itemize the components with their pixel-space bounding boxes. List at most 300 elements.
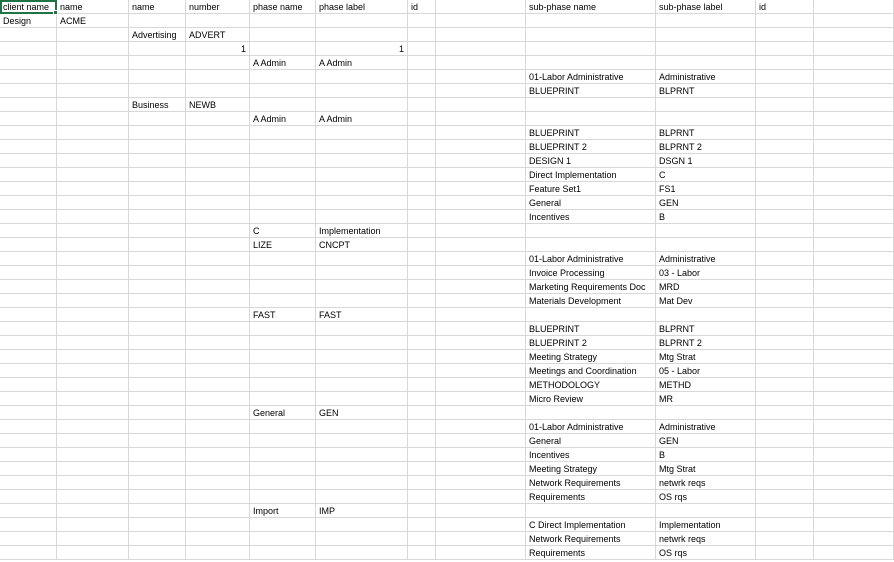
table-cell[interactable]: Meetings and Coordination	[526, 364, 656, 378]
table-cell[interactable]	[186, 252, 250, 266]
table-cell[interactable]	[129, 476, 186, 490]
table-cell[interactable]	[408, 98, 436, 112]
table-cell[interactable]: 01-Labor Administrative	[526, 420, 656, 434]
table-cell[interactable]	[250, 252, 316, 266]
table-cell[interactable]	[408, 406, 436, 420]
table-cell[interactable]	[756, 168, 814, 182]
table-cell[interactable]	[756, 126, 814, 140]
table-cell[interactable]	[814, 252, 894, 266]
table-cell[interactable]	[316, 70, 408, 84]
table-cell[interactable]: Meeting Strategy	[526, 462, 656, 476]
table-cell[interactable]	[756, 518, 814, 532]
table-cell[interactable]	[129, 210, 186, 224]
table-cell[interactable]	[408, 336, 436, 350]
table-cell[interactable]	[408, 70, 436, 84]
table-cell[interactable]	[814, 70, 894, 84]
table-cell[interactable]	[814, 182, 894, 196]
table-cell[interactable]	[436, 462, 526, 476]
column-header-cell[interactable]: sub-phase label	[656, 0, 756, 14]
table-cell[interactable]	[814, 476, 894, 490]
table-cell[interactable]: OS rqs	[656, 546, 756, 560]
table-cell[interactable]	[186, 14, 250, 28]
table-cell[interactable]	[186, 490, 250, 504]
table-cell[interactable]	[250, 518, 316, 532]
table-cell[interactable]: LIZE	[250, 238, 316, 252]
table-cell[interactable]	[57, 336, 129, 350]
table-cell[interactable]: FAST	[316, 308, 408, 322]
table-cell[interactable]	[316, 434, 408, 448]
table-cell[interactable]	[436, 42, 526, 56]
table-cell[interactable]	[250, 14, 316, 28]
table-cell[interactable]	[57, 546, 129, 560]
table-cell[interactable]	[0, 434, 57, 448]
table-cell[interactable]	[756, 448, 814, 462]
table-cell[interactable]: ACME	[57, 14, 129, 28]
column-header-cell[interactable]: client name	[0, 0, 57, 14]
table-cell[interactable]	[316, 392, 408, 406]
table-cell[interactable]	[436, 294, 526, 308]
table-cell[interactable]	[250, 70, 316, 84]
table-cell[interactable]	[436, 532, 526, 546]
table-cell[interactable]	[756, 28, 814, 42]
column-header-cell[interactable]	[814, 0, 894, 14]
table-cell[interactable]	[814, 42, 894, 56]
table-cell[interactable]	[814, 98, 894, 112]
table-cell[interactable]: netwrk reqs	[656, 532, 756, 546]
table-cell[interactable]	[756, 210, 814, 224]
table-cell[interactable]	[57, 126, 129, 140]
table-cell[interactable]	[756, 70, 814, 84]
table-cell[interactable]	[57, 294, 129, 308]
table-cell[interactable]	[57, 504, 129, 518]
table-cell[interactable]	[57, 196, 129, 210]
table-cell[interactable]	[250, 420, 316, 434]
table-cell[interactable]	[408, 28, 436, 42]
table-cell[interactable]	[57, 168, 129, 182]
table-cell[interactable]	[129, 406, 186, 420]
table-cell[interactable]	[814, 406, 894, 420]
table-cell[interactable]	[756, 154, 814, 168]
table-cell[interactable]: General	[526, 196, 656, 210]
table-cell[interactable]	[0, 462, 57, 476]
table-cell[interactable]	[0, 70, 57, 84]
table-cell[interactable]	[756, 14, 814, 28]
table-cell[interactable]	[186, 126, 250, 140]
table-cell[interactable]	[756, 504, 814, 518]
table-cell[interactable]	[0, 56, 57, 70]
table-cell[interactable]	[316, 140, 408, 154]
table-cell[interactable]	[57, 140, 129, 154]
table-cell[interactable]	[0, 350, 57, 364]
table-cell[interactable]	[436, 308, 526, 322]
table-cell[interactable]	[186, 140, 250, 154]
table-cell[interactable]	[57, 154, 129, 168]
table-cell[interactable]	[186, 112, 250, 126]
table-cell[interactable]	[57, 224, 129, 238]
table-cell[interactable]: Mat Dev	[656, 294, 756, 308]
table-cell[interactable]	[186, 378, 250, 392]
table-cell[interactable]	[408, 490, 436, 504]
table-cell[interactable]	[814, 392, 894, 406]
table-cell[interactable]	[408, 238, 436, 252]
table-cell[interactable]	[408, 476, 436, 490]
table-cell[interactable]	[526, 112, 656, 126]
table-cell[interactable]	[186, 448, 250, 462]
table-cell[interactable]	[250, 126, 316, 140]
table-cell[interactable]	[408, 42, 436, 56]
table-cell[interactable]	[186, 336, 250, 350]
table-cell[interactable]	[436, 168, 526, 182]
table-cell[interactable]: BLPRNT	[656, 84, 756, 98]
table-cell[interactable]	[436, 182, 526, 196]
table-cell[interactable]	[814, 294, 894, 308]
table-cell[interactable]: BLPRNT 2	[656, 140, 756, 154]
table-cell[interactable]: C Direct Implementation	[526, 518, 656, 532]
table-cell[interactable]	[814, 462, 894, 476]
table-cell[interactable]	[129, 42, 186, 56]
table-cell[interactable]	[756, 378, 814, 392]
table-cell[interactable]	[436, 98, 526, 112]
table-cell[interactable]: NEWB	[186, 98, 250, 112]
table-cell[interactable]	[316, 126, 408, 140]
table-cell[interactable]	[186, 406, 250, 420]
table-cell[interactable]: Network Requirements	[526, 476, 656, 490]
table-cell[interactable]	[436, 280, 526, 294]
table-cell[interactable]	[57, 392, 129, 406]
table-cell[interactable]	[250, 350, 316, 364]
table-cell[interactable]	[186, 308, 250, 322]
table-cell[interactable]: GEN	[656, 196, 756, 210]
table-cell[interactable]	[57, 56, 129, 70]
table-cell[interactable]	[814, 518, 894, 532]
table-cell[interactable]	[129, 392, 186, 406]
table-cell[interactable]	[814, 448, 894, 462]
table-cell[interactable]	[316, 476, 408, 490]
table-cell[interactable]	[756, 420, 814, 434]
column-header-cell[interactable]: sub-phase name	[526, 0, 656, 14]
table-cell[interactable]	[250, 532, 316, 546]
table-cell[interactable]	[526, 14, 656, 28]
table-cell[interactable]	[129, 182, 186, 196]
table-cell[interactable]	[316, 294, 408, 308]
table-cell[interactable]	[408, 420, 436, 434]
table-cell[interactable]	[436, 490, 526, 504]
table-cell[interactable]	[186, 154, 250, 168]
table-cell[interactable]	[0, 392, 57, 406]
table-cell[interactable]	[250, 280, 316, 294]
table-cell[interactable]: FAST	[250, 308, 316, 322]
table-cell[interactable]	[186, 238, 250, 252]
table-cell[interactable]: Mtg Strat	[656, 462, 756, 476]
table-cell[interactable]	[129, 504, 186, 518]
table-cell[interactable]	[814, 532, 894, 546]
table-cell[interactable]	[250, 84, 316, 98]
table-cell[interactable]	[436, 420, 526, 434]
table-cell[interactable]	[0, 336, 57, 350]
table-cell[interactable]	[129, 154, 186, 168]
table-cell[interactable]	[436, 126, 526, 140]
table-cell[interactable]	[250, 476, 316, 490]
table-cell[interactable]	[756, 84, 814, 98]
table-cell[interactable]	[408, 140, 436, 154]
table-cell[interactable]: MR	[656, 392, 756, 406]
table-cell[interactable]	[408, 84, 436, 98]
table-cell[interactable]	[0, 42, 57, 56]
table-cell[interactable]	[756, 364, 814, 378]
table-cell[interactable]	[526, 308, 656, 322]
table-cell[interactable]	[250, 182, 316, 196]
table-cell[interactable]: OS rqs	[656, 490, 756, 504]
table-cell[interactable]	[814, 378, 894, 392]
table-cell[interactable]	[0, 210, 57, 224]
table-cell[interactable]	[408, 56, 436, 70]
table-cell[interactable]	[186, 294, 250, 308]
table-cell[interactable]	[129, 70, 186, 84]
table-cell[interactable]	[186, 476, 250, 490]
table-cell[interactable]	[656, 14, 756, 28]
table-cell[interactable]	[408, 322, 436, 336]
table-cell[interactable]	[756, 224, 814, 238]
table-cell[interactable]	[436, 406, 526, 420]
table-cell[interactable]: General	[250, 406, 316, 420]
table-cell[interactable]	[316, 196, 408, 210]
table-cell[interactable]	[316, 14, 408, 28]
table-cell[interactable]	[186, 280, 250, 294]
table-cell[interactable]	[526, 28, 656, 42]
table-cell[interactable]	[316, 518, 408, 532]
table-cell[interactable]	[408, 364, 436, 378]
table-cell[interactable]	[526, 56, 656, 70]
table-cell[interactable]	[814, 504, 894, 518]
table-cell[interactable]	[408, 294, 436, 308]
table-cell[interactable]	[408, 224, 436, 238]
table-cell[interactable]	[526, 406, 656, 420]
table-cell[interactable]	[316, 532, 408, 546]
table-cell[interactable]	[436, 476, 526, 490]
table-cell[interactable]	[57, 210, 129, 224]
table-cell[interactable]	[408, 532, 436, 546]
table-cell[interactable]	[0, 546, 57, 560]
table-cell[interactable]	[186, 84, 250, 98]
table-cell[interactable]: 05 - Labor	[656, 364, 756, 378]
table-cell[interactable]	[756, 546, 814, 560]
table-cell[interactable]	[186, 266, 250, 280]
table-cell[interactable]	[0, 238, 57, 252]
table-cell[interactable]	[756, 406, 814, 420]
table-cell[interactable]	[0, 140, 57, 154]
table-cell[interactable]	[129, 294, 186, 308]
table-cell[interactable]: Materials Development	[526, 294, 656, 308]
table-cell[interactable]	[0, 28, 57, 42]
table-cell[interactable]	[0, 518, 57, 532]
table-cell[interactable]	[814, 238, 894, 252]
table-cell[interactable]	[408, 154, 436, 168]
table-cell[interactable]	[756, 350, 814, 364]
table-cell[interactable]	[57, 378, 129, 392]
table-cell[interactable]	[436, 266, 526, 280]
table-cell[interactable]	[656, 238, 756, 252]
table-cell[interactable]	[316, 210, 408, 224]
table-cell[interactable]	[129, 448, 186, 462]
table-cell[interactable]: Incentives	[526, 210, 656, 224]
table-cell[interactable]	[814, 336, 894, 350]
table-cell[interactable]	[57, 532, 129, 546]
table-cell[interactable]	[408, 448, 436, 462]
table-cell[interactable]	[814, 420, 894, 434]
table-cell[interactable]	[436, 434, 526, 448]
table-cell[interactable]	[436, 210, 526, 224]
table-cell[interactable]	[814, 280, 894, 294]
table-cell[interactable]: A Admin	[316, 112, 408, 126]
column-header-cell[interactable]: number	[186, 0, 250, 14]
table-cell[interactable]	[436, 322, 526, 336]
table-cell[interactable]	[186, 210, 250, 224]
table-cell[interactable]	[436, 14, 526, 28]
table-cell[interactable]: Advertising	[129, 28, 186, 42]
table-cell[interactable]	[250, 462, 316, 476]
table-cell[interactable]	[526, 224, 656, 238]
table-cell[interactable]	[186, 546, 250, 560]
table-cell[interactable]	[756, 532, 814, 546]
table-cell[interactable]	[756, 434, 814, 448]
table-cell[interactable]	[129, 546, 186, 560]
table-cell[interactable]	[57, 42, 129, 56]
table-cell[interactable]	[756, 294, 814, 308]
table-cell[interactable]	[756, 42, 814, 56]
table-cell[interactable]	[316, 546, 408, 560]
table-cell[interactable]	[436, 546, 526, 560]
table-cell[interactable]: B	[656, 448, 756, 462]
table-cell[interactable]: Import	[250, 504, 316, 518]
table-cell[interactable]: C	[250, 224, 316, 238]
table-cell[interactable]: 1	[316, 42, 408, 56]
table-cell[interactable]	[316, 28, 408, 42]
table-cell[interactable]	[186, 532, 250, 546]
table-cell[interactable]	[186, 420, 250, 434]
table-cell[interactable]	[814, 196, 894, 210]
table-cell[interactable]	[316, 462, 408, 476]
table-cell[interactable]	[250, 98, 316, 112]
table-cell[interactable]	[0, 322, 57, 336]
table-cell[interactable]	[756, 196, 814, 210]
table-cell[interactable]: Micro Review	[526, 392, 656, 406]
table-cell[interactable]	[186, 392, 250, 406]
table-cell[interactable]	[57, 266, 129, 280]
table-cell[interactable]	[316, 98, 408, 112]
table-cell[interactable]	[57, 84, 129, 98]
table-cell[interactable]	[0, 504, 57, 518]
table-cell[interactable]	[57, 28, 129, 42]
table-cell[interactable]	[756, 238, 814, 252]
table-cell[interactable]	[129, 140, 186, 154]
table-cell[interactable]	[756, 112, 814, 126]
table-cell[interactable]: Meeting Strategy	[526, 350, 656, 364]
table-cell[interactable]	[0, 84, 57, 98]
table-cell[interactable]	[814, 322, 894, 336]
table-cell[interactable]	[316, 448, 408, 462]
table-cell[interactable]	[186, 504, 250, 518]
table-cell[interactable]	[526, 42, 656, 56]
table-cell[interactable]	[250, 392, 316, 406]
table-cell[interactable]	[0, 378, 57, 392]
table-cell[interactable]	[129, 266, 186, 280]
table-cell[interactable]	[250, 42, 316, 56]
table-cell[interactable]: MRD	[656, 280, 756, 294]
table-cell[interactable]	[250, 28, 316, 42]
table-cell[interactable]	[436, 154, 526, 168]
table-cell[interactable]: DESIGN 1	[526, 154, 656, 168]
table-cell[interactable]	[756, 280, 814, 294]
table-cell[interactable]	[408, 392, 436, 406]
table-cell[interactable]: Administrative	[656, 252, 756, 266]
table-cell[interactable]	[0, 196, 57, 210]
table-cell[interactable]	[814, 266, 894, 280]
table-cell[interactable]	[316, 280, 408, 294]
table-cell[interactable]	[656, 308, 756, 322]
table-cell[interactable]	[316, 378, 408, 392]
table-cell[interactable]	[408, 280, 436, 294]
table-cell[interactable]	[316, 154, 408, 168]
table-cell[interactable]	[814, 546, 894, 560]
table-cell[interactable]: BLPRNT	[656, 126, 756, 140]
table-cell[interactable]	[656, 98, 756, 112]
table-cell[interactable]: BLPRNT	[656, 322, 756, 336]
table-cell[interactable]: Network Requirements	[526, 532, 656, 546]
table-cell[interactable]	[408, 182, 436, 196]
table-cell[interactable]	[0, 448, 57, 462]
table-cell[interactable]	[316, 84, 408, 98]
table-cell[interactable]	[0, 112, 57, 126]
table-cell[interactable]: 01-Labor Administrative	[526, 252, 656, 266]
table-cell[interactable]	[250, 336, 316, 350]
table-cell[interactable]	[814, 126, 894, 140]
table-cell[interactable]	[186, 168, 250, 182]
table-cell[interactable]	[57, 518, 129, 532]
table-cell[interactable]: ADVERT	[186, 28, 250, 42]
table-cell[interactable]	[408, 112, 436, 126]
table-cell[interactable]	[0, 266, 57, 280]
table-cell[interactable]: C	[656, 168, 756, 182]
table-cell[interactable]	[316, 350, 408, 364]
table-cell[interactable]: Requirements	[526, 546, 656, 560]
table-cell[interactable]	[129, 378, 186, 392]
table-cell[interactable]	[408, 546, 436, 560]
table-cell[interactable]	[0, 252, 57, 266]
table-cell[interactable]	[129, 462, 186, 476]
table-cell[interactable]	[57, 70, 129, 84]
table-cell[interactable]: Feature Set1	[526, 182, 656, 196]
table-cell[interactable]: BLUEPRINT	[526, 322, 656, 336]
table-cell[interactable]	[129, 238, 186, 252]
table-cell[interactable]	[57, 112, 129, 126]
table-cell[interactable]	[316, 322, 408, 336]
table-cell[interactable]	[186, 56, 250, 70]
table-cell[interactable]: Business	[129, 98, 186, 112]
table-cell[interactable]	[250, 448, 316, 462]
table-cell[interactable]: B	[656, 210, 756, 224]
table-cell[interactable]	[756, 308, 814, 322]
table-cell[interactable]	[408, 126, 436, 140]
table-cell[interactable]	[186, 196, 250, 210]
table-cell[interactable]	[436, 56, 526, 70]
table-cell[interactable]	[436, 112, 526, 126]
table-cell[interactable]	[57, 308, 129, 322]
table-cell[interactable]	[129, 490, 186, 504]
table-cell[interactable]	[250, 434, 316, 448]
table-cell[interactable]	[129, 322, 186, 336]
table-cell[interactable]: A Admin	[250, 112, 316, 126]
table-cell[interactable]	[186, 518, 250, 532]
